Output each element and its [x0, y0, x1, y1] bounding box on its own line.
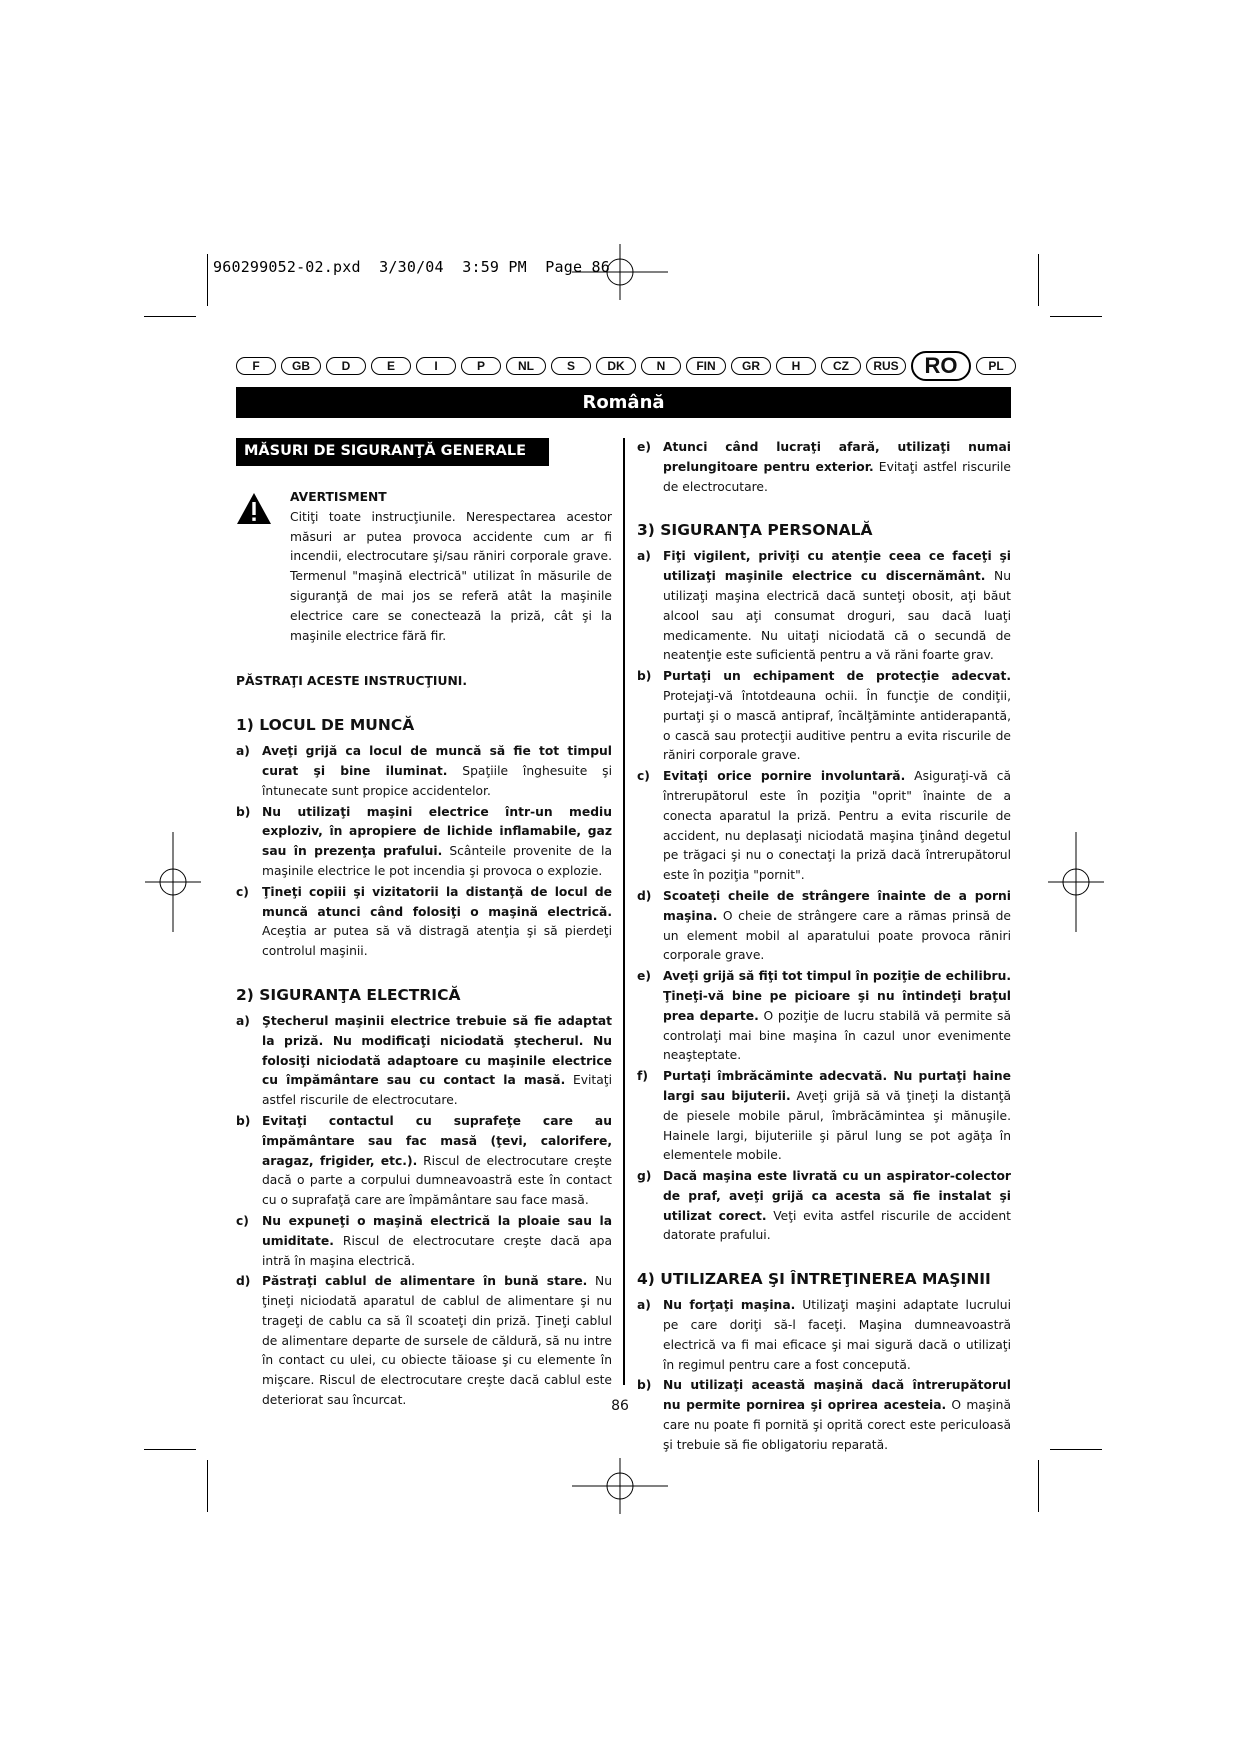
item-label: a): [637, 549, 651, 564]
left-sections: [236, 714, 612, 1411]
list-item: [637, 438, 1011, 497]
list-item: [236, 1212, 612, 1271]
item-text: [262, 1112, 612, 1211]
section-heading: 2) SIGURANŢA ELECTRICĂ: [236, 985, 461, 1004]
warning-body: [290, 488, 612, 646]
item-label: a): [236, 744, 250, 759]
item-text: [663, 1376, 1011, 1455]
item-plain-text: Evitaţi astfel riscurile de electrocutare.: [262, 1073, 613, 1108]
item-plain-text: Spaţiile înghesuite şi întunecate sunt propice accidentelor.: [262, 763, 612, 798]
warning-block: [236, 488, 612, 646]
item-plain-text: Aceştia ar putea să vă distragă atenţia şi să pierdeţi controlul maşinii.: [262, 924, 612, 959]
item-bold-text: Purtaţi îmbrăcăminte adecvată. Nu purtaţi haine largi sau bijuterii.: [663, 1069, 1011, 1103]
language-tab-e[interactable]: E: [371, 357, 411, 375]
section-heading: 1) LOCUL DE MUNCĂ: [236, 716, 415, 735]
language-tab-pl[interactable]: PL: [976, 357, 1016, 375]
list-item: [637, 1167, 1011, 1246]
item-label: d): [236, 1274, 251, 1289]
section-heading: 3) SIGURANŢA PERSONALĂ: [637, 521, 873, 540]
section-heading: 4) UTILIZAREA ŞI ÎNTREŢINEREA MAŞINII: [637, 1270, 991, 1289]
section-heading-general-safety: MĂSURI DE SIGURANŢĂ GENERALE: [236, 438, 549, 466]
item-bold-text: Evitaţi orice pornire involuntară.: [663, 769, 906, 784]
language-tab-fin[interactable]: FIN: [686, 357, 726, 375]
item-label: f): [637, 1069, 648, 1084]
item-label: g): [637, 1169, 652, 1184]
item-plain-text: Scânteile provenite de la maşinile electrice le pot incendia şi provoca o explozie.: [262, 844, 612, 878]
item-bold-text: Nu expuneţi o maşină electrică la ploaie sau la umiditate.: [262, 1213, 612, 1248]
item-bold-text: Nu utilizaţi maşini electrice într-un mediu exploziv, în apropiere de lichide inflamabile, gaz sau în prezenţa prafului.: [262, 804, 612, 859]
item-label: c): [637, 769, 650, 784]
warning-title: AVERTISMENT: [290, 490, 387, 504]
right-column: [637, 438, 1011, 1457]
crop-mark: [1050, 316, 1102, 317]
item-plain-text: Nu utilizaţi maşina electrică dacă sunteţi obosit, aţi băut alcool sau aţi consumat droguri, sau dacă luaţi medicamente. Nu uitaţi niciodată că o secundă de neatenţie este suficientă pentru a vă răni foarte grav.: [663, 569, 1011, 663]
item-plain-text: Veţi evita astfel riscurile de accident datorate prafului.: [663, 1208, 1012, 1243]
language-tab-rus[interactable]: RUS: [866, 357, 906, 375]
crop-mark: [144, 1449, 196, 1450]
item-bold-text: Scoateţi cheile de strângere înainte de a porni maşina.: [663, 888, 1011, 923]
item-text: [262, 1272, 612, 1411]
list-item: [637, 1296, 1011, 1375]
language-banner: Română: [236, 387, 1011, 418]
item-label: a): [236, 1013, 250, 1028]
language-tab-cz[interactable]: CZ: [821, 357, 861, 375]
list-item: [637, 887, 1011, 966]
crop-mark: [144, 316, 196, 317]
item-plain-text: O cheie de strângere care a rămas prinsă de un element mobil al aparatului poate provoca răniri corporale grave.: [663, 908, 1011, 963]
item-label: b): [637, 669, 652, 684]
language-tab-p[interactable]: P: [461, 357, 501, 375]
item-label: c): [236, 1213, 249, 1228]
item-text: [262, 742, 612, 801]
item-plain-text: Utilizaţi maşini adaptate lucrului pe care doriţi să-l faceţi. Maşina dumneavoastră electrică va fi mai eficace şi mai sigură dacă o utilizaţi în regimul pentru care a fost concepută.: [663, 1298, 1012, 1372]
list-item: [637, 1376, 1011, 1455]
item-plain-text: Nu ţineţi niciodată aparatul de cablul de alimentare şi nu trageţi de cablu ca să îl scoateţi din priză. Ţineţi cablul de alimentare departe de sursele de căldură, să nu intre în contact cu ulei, cu obiecte tăioase şi cu elemente în mişcare. Riscul de electrocutare creşte dacă cablul este deteriorat sau încurcat.: [262, 1274, 612, 1408]
item-text: [663, 547, 1011, 666]
list-item: [236, 883, 612, 962]
item-label: b): [637, 1378, 652, 1393]
item-plain-text: Riscul de electrocutare creşte dacă apa intră în maşina electrică.: [262, 1233, 612, 1268]
item-bold-text: Aveţi grijă ca locul de muncă să fie tot timpul curat şi bine iluminat.: [262, 744, 612, 778]
registration-mark-left: [145, 832, 201, 932]
right-lead-items: [637, 438, 1011, 497]
item-bold-text: Aveţi grijă să fiţi tot timpul în poziţie de echilibru. Ţineţi-vă bine pe picioare şi nu întindeţi braţul prea departe.: [663, 969, 1011, 1023]
language-tab-h[interactable]: H: [776, 357, 816, 375]
page-number: 86: [611, 1398, 629, 1414]
item-plain-text: Evitaţi astfel riscurile de electrocutare.: [663, 459, 1011, 494]
item-bold-text: Fiţi vigilent, priviţi cu atenţie ceea ce faceţi şi utilizaţi maşinile electrice cu discernământ.: [663, 549, 1011, 584]
item-text: [663, 887, 1011, 966]
item-text: [262, 883, 612, 962]
language-tab-ro[interactable]: RO: [911, 351, 971, 381]
item-plain-text: O maşină care nu poate fi pornită şi oprită corect este periculoasă şi trebuie să fie obligatoriu reparată.: [663, 1398, 1011, 1452]
item-text: [663, 767, 1011, 886]
item-text: [262, 1212, 612, 1271]
registration-mark-right: [1048, 832, 1104, 932]
crop-mark: [1050, 1449, 1102, 1450]
item-bold-text: Nu utilizaţi această maşină dacă întrerupătorul nu permite pornirea şi oprirea acesteia.: [663, 1378, 1011, 1413]
item-bold-text: Dacă maşina este livrată cu un aspirator-colector de praf, aveţi grijă ca acesta să fie instalat şi utilizat corect.: [663, 1169, 1011, 1223]
item-plain-text: Protejaţi-vă întotdeauna ochii. În funcţie de condiţii, purtaţi şi o mască antipraf, încălţăminte antiderapantă, o cască sau protecţii auditive pentru a evita riscurile de răniri corporale grave.: [663, 688, 1011, 763]
item-bold-text: Evitaţi contactul cu suprafeţe care au împământare sau fac masă (ţevi, calorifere, aragaz, frigider, etc.).: [262, 1113, 612, 1168]
language-tab-n[interactable]: N: [641, 357, 681, 375]
item-bold-text: Purtaţi un echipament de protecţie adecvat.: [663, 669, 1011, 684]
language-tab-s[interactable]: S: [551, 357, 591, 375]
language-tab-nl[interactable]: NL: [506, 357, 546, 375]
crop-mark: [207, 254, 208, 306]
item-label: a): [637, 1298, 651, 1313]
item-label: e): [637, 440, 651, 454]
list-item: [637, 547, 1011, 666]
item-bold-text: Ţineţi copiii şi vizitatorii la distanţă de locul de muncă atunci când folosiţi o maşină electrică.: [262, 884, 612, 919]
item-bold-text: Nu forţaţi maşina.: [663, 1298, 796, 1313]
item-bold-text: Păstraţi cablul de alimentare în bună stare.: [262, 1274, 588, 1289]
list-item: [637, 767, 1011, 886]
item-label: b): [236, 1113, 251, 1128]
registration-mark-bottom: [572, 1458, 668, 1514]
item-bold-text: Atunci când lucraţi afară, utilizaţi numai prelungitoare pentru exterior.: [663, 440, 1011, 474]
item-plain-text: Riscul de electrocutare creşte dacă o parte a corpului dumneavoastră este în contact cu o suprafaţă care are împământare sau face masă.: [262, 1153, 613, 1208]
list-item: [637, 667, 1011, 766]
list-item: [236, 1112, 612, 1211]
language-tab-gr[interactable]: GR: [731, 357, 771, 375]
list-item: [236, 742, 612, 801]
language-tab-d[interactable]: D: [326, 357, 366, 375]
item-text: [663, 1167, 1011, 1246]
item-bold-text: Ştecherul maşinii electrice trebuie să fie adaptat la priză. Nu modificaţi niciodată ştecherul. Nu folosiţi niciodată adaptoare cu maşinile electrice cu împământare sau cu contact la masă.: [262, 1013, 612, 1088]
list-item: [637, 1067, 1011, 1166]
item-plain-text: Asiguraţi-vă că întrerupătorul este în poziţia "oprit" înainte de a conecta aparatul la priză. Pentru a evita riscurile de accident, nu deplasaţi niciodată maşina ţinând degetul pe trăgaci şi nu o conectaţi la priză dacă întrerupătorul este în poziţia "pornit".: [663, 769, 1012, 883]
language-tabs: [236, 352, 1016, 380]
language-tab-dk[interactable]: DK: [596, 357, 636, 375]
item-label: e): [637, 969, 651, 984]
crop-mark: [1038, 1460, 1039, 1512]
item-text: [663, 438, 1011, 497]
item-plain-text: O poziţie de lucru stabilă vă permite să controlaţi mai bine maşina în cazul unor evenimente neaşteptate.: [663, 1008, 1011, 1063]
warning-text: Citiţi toate instrucţiunile. Nerespectarea acestor măsuri ar putea provoca accidente cum ar fi incendii, electrocutare şi/sau răniri corporale grave. Termenul "maşină electrică" utilizat în măsurile de siguranţă de mai jos se referă atât la maşinile electrice care se conectează la priză, cât şi la maşinile electrice fără fir.: [290, 509, 612, 643]
keep-instructions: PĂSTRAŢI ACESTE INSTRUCŢIUNI.: [236, 674, 467, 689]
column-divider: [623, 438, 625, 1385]
language-tab-i[interactable]: I: [416, 357, 456, 375]
item-text: [262, 803, 612, 882]
right-sections: [637, 519, 1011, 1455]
list-item: [236, 1012, 612, 1111]
item-label: c): [236, 884, 249, 899]
item-text: [663, 967, 1011, 1066]
list-item: [637, 967, 1011, 1066]
list-item: [236, 803, 612, 882]
crop-mark: [207, 1460, 208, 1512]
crop-mark: [1038, 254, 1039, 306]
item-text: [663, 667, 1011, 766]
left-column: [236, 438, 612, 1412]
file-slug: 960299052-02.pxd 3/30/04 3:59 PM Page 86: [213, 258, 610, 276]
item-text: [663, 1296, 1011, 1375]
item-plain-text: Aveţi grijă să vă ţineţi la distanţă de piesele mobile părul, îmbrăcămintea şi mănuşile. Hainele largi, bijuteriile şi părul lung se pot agăţa în elementele mobile.: [663, 1088, 1012, 1163]
list-item: [236, 1272, 612, 1411]
item-label: b): [236, 804, 251, 819]
language-tab-gb[interactable]: GB: [281, 357, 321, 375]
language-tab-f[interactable]: F: [236, 357, 276, 375]
item-text: [663, 1067, 1011, 1166]
item-label: d): [637, 888, 652, 903]
item-text: [262, 1012, 612, 1111]
warning-icon: [236, 488, 278, 646]
